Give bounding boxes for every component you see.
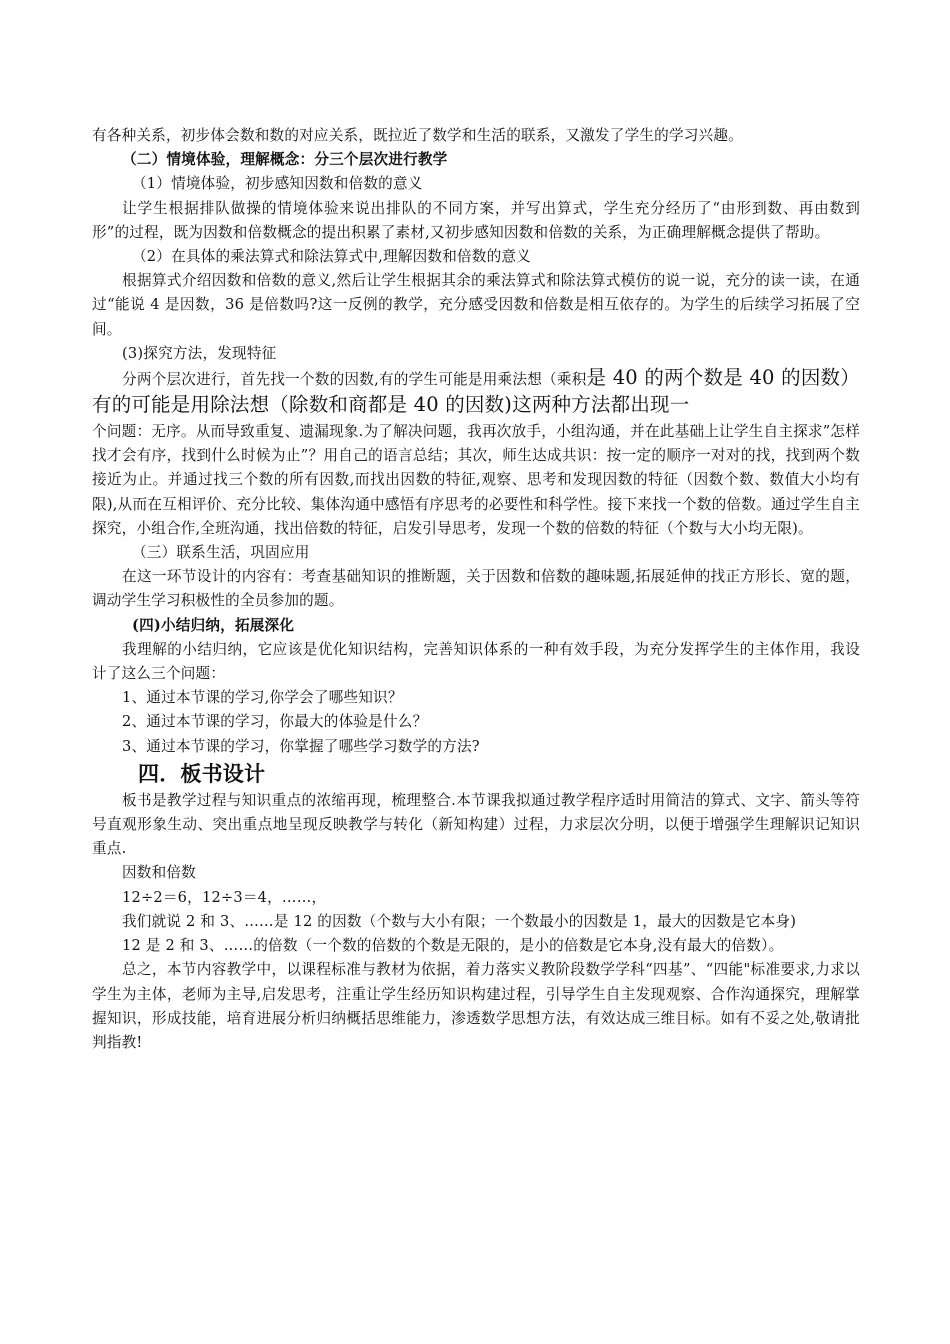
sub-1-title: （1）情境体验，初步感知因数和倍数的意义 xyxy=(132,175,423,193)
board-factor: 我们就说 2 和 3、……是 12 的因数（个数与大小有限；一个数最小的因数是 1，最大的因数是它本身) xyxy=(122,912,797,930)
section-4-title: (四)小结归纳，拓展深化 xyxy=(132,616,295,634)
sub-2-title: （2）在具体的乘法算式和除法算式中,理解因数和倍数的意义 xyxy=(132,248,531,266)
board-body: 板书是教学过程与知识重点的浓缩再现，梳理整合.本节课我拟通过教学程序适时用简洁的算式、文字、箭头等符号直观形象生动、突出重点地呈现反映教学与转化（新知构建）过程，力求层次分明，以便于增强学生理解识记知识重点. xyxy=(92,791,860,858)
sub-1-body: 让学生根据排队做操的情境体验来说出排队的不同方案，并写出算式，学生充分经历了“由形到数、再由数到形”的过程，既为因数和倍数概念的提出积累了素材,又初步感知因数和倍数的关系，为正确理解概念提供了帮助。 xyxy=(92,199,860,241)
sub-3-body-part-b: 是 40 的两个数是 40 的因数）有的可能是用除法想（除数和商都是 40 的因数)这两种方法都出现一 xyxy=(92,366,860,417)
sub-3-body-part-a: 分两个层次进行，首先找一个数的因数,有的学生可能是用乘法想（乘积 xyxy=(122,371,587,389)
board-title: 因数和倍数 xyxy=(122,864,196,882)
section-3-title: （三）联系生活，巩固应用 xyxy=(132,544,310,562)
sub-3-body xyxy=(92,366,860,420)
section-4-body: 我理解的小结归纳，它应该是优化知识结构，完善知识体系的一种有效手段，为充分发挥学生的主体作用，我设计了这么三个问题： xyxy=(92,640,860,683)
sub-3-title: (3)探究方法，发现特征 xyxy=(122,344,277,362)
question-2: 2、通过本节课的学习，你最大的体验是什么？ xyxy=(122,713,428,731)
question-1: 1、通过本节课的学习,你学会了哪些知识？ xyxy=(122,689,403,707)
section-2-title: （二）情境体验，理解概念：分三个层次进行教学 xyxy=(122,151,448,169)
paragraph-intro-continued: 有各种关系，初步体会数和数的对应关系，既拉近了数学和生活的联系，又激发了学生的学习兴趣。 xyxy=(92,127,743,144)
heading-board-design: 四．板书设计 xyxy=(138,760,266,786)
board-formula: 12÷2＝6，12÷3＝4，……， xyxy=(122,888,327,906)
board-multiple: 12 是 2 和 3、……的倍数（一个数的倍数的个数是无限的，是小的倍数是它本身,没有最大的倍数）。 xyxy=(122,937,784,955)
sub-2-body: 根据算式介绍因数和倍数的意义,然后让学生根据其余的乘法算式和除法算式模仿的说一说，充分的读一读，在通过“能说 4 是因数，36 是倍数吗?这一反例的教学，充分感受因数和倍数是相互依存的。为学生的后续学习拓展了空间。 xyxy=(92,272,860,338)
section-3-body: 在这一环节设计的内容有：考查基础知识的推断题，关于因数和倍数的趣味题,拓展延伸的找正方形长、宽的题，调动学生学习积极性的全员参加的题。 xyxy=(92,568,860,610)
document-body xyxy=(92,124,860,1055)
conclusion: 总之，本节内容教学中，以课程标准与教材为依据，着力落实义教阶段数学学科“四基”、“四能"标准要求,力求以学生为主体，老师为主导,启发思考，注重让学生经历知识构建过程，引导学生自主发现观察、合作沟通探究，理解掌握知识，形成技能，培育进展分析归纳概括思维能力，渗透数学思想方法，有效达成三维目标。如有不妥之处,敬请批判指教! xyxy=(92,961,860,1051)
sub-3-body-continued: 个问题：无序。从而导致重复、遗漏现象.为了解决问题，我再次放手，小组沟通，并在此基础上让学生自主探求”怎样找才会有序，找到什么时候为止”？用自己的语言总结；其次，师生达成共识：按一定的顺序一对对的找，找到两个数接近为止。并通过找三个数的所有因数,而找出因数的特征,观察、思考和发现因数的特征（因数个数、数值大小均有限),从而在互相评价、充分比较、集体沟通中感悟有序思考的必要性和科学性。接下来找一个数的倍数。通过学生自主探究，小组合作,全班沟通，找出倍数的特征，启发引导思考，发现一个数的倍数的特征（个数与大小均无限)。 xyxy=(92,423,860,537)
question-3: 3、通过本节课的学习，你掌握了哪些学习数学的方法? xyxy=(122,737,480,755)
